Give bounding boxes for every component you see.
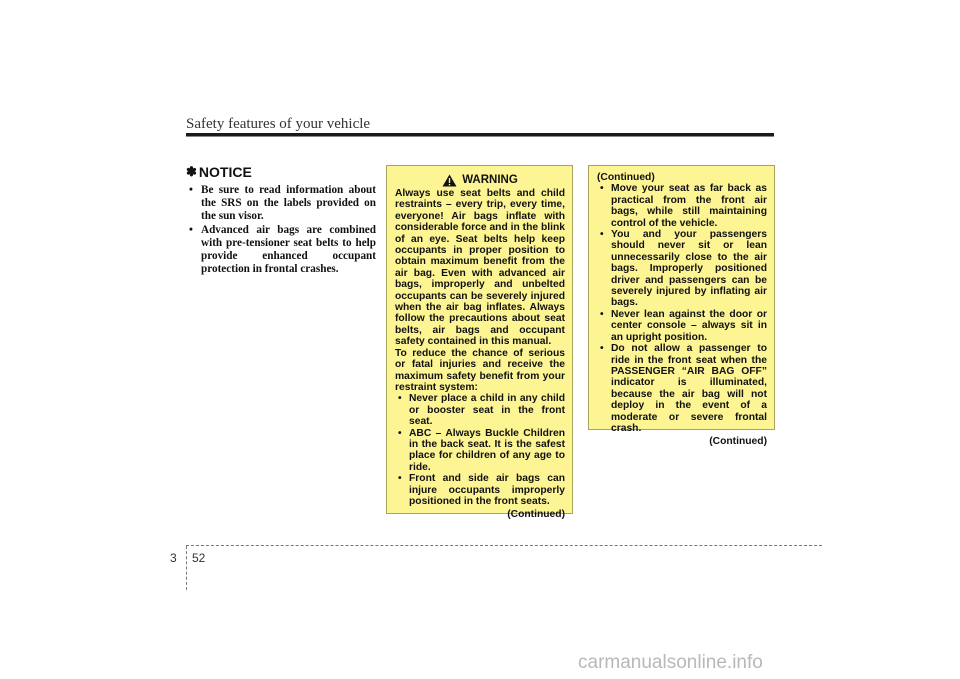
warning-paragraph-1: Always use seat belts and child restraints – every trip, every time, everyone! Air bags inflate with considerable force and in the blink of an eye. Seat belts help keep occupants in proper position to obtain maximum benefit from the air bag. Even with advanced air bags, improperly and unbelted occupants can be severely injured when the air bag inflates. Always follow the precautions about seat belts, air bags and occupant safety contained in this manual. (395, 188, 565, 348)
warning-item: • Front and side air bags can injure occupants improperly positioned in the front seats. (395, 473, 565, 507)
warning-heading (395, 174, 565, 187)
chapter-number: 3 (170, 551, 177, 565)
watermark: carmanualsonline.info (578, 652, 763, 673)
warning-box (386, 165, 573, 521)
continued-list (597, 183, 767, 434)
page-number: 52 (192, 551, 206, 565)
notice-section (186, 164, 376, 276)
notice-item: • Be sure to read information about the SRS on the labels provided on the sun visor. (186, 184, 376, 224)
star-icon: ✽ (186, 164, 197, 179)
warning-continued-label: (Continued) (507, 509, 565, 521)
page-header-title: Safety features of your vehicle (186, 116, 371, 132)
footer-rule (186, 545, 822, 546)
notice-heading (186, 164, 376, 180)
notice-item: • Advanced air bags are combined with pre-tensioner seat belts to help provide enhanced occupant protection in frontal crashes. (186, 224, 376, 277)
notice-title: NOTICE (198, 164, 252, 180)
warning-title: WARNING (462, 173, 518, 186)
warning-triangle-icon (442, 174, 457, 187)
continued-top-label: (Continued) (597, 172, 655, 183)
continued-item: • Move your seat as far back as practical from the front air bags, while still maintaining control of the vehicle. (597, 183, 767, 229)
continued-item: • Do not allow a passenger to ride in the front seat when the PASSENGER “AIR BAG OFF” indicator is illuminated, because the air bag will not deploy in the event of a moderate or severe frontal crash. (597, 343, 767, 434)
continued-item: • Never lean against the door or center console – always sit in an upright position. (597, 309, 767, 343)
notice-list (186, 184, 376, 276)
continued-box (588, 165, 775, 448)
warning-item: • Never place a child in any child or booster seat in the front seat. (395, 393, 565, 427)
warning-paragraph-2: To reduce the chance of serious or fatal injuries and receive the maximum safety benefit from your restraint system: (395, 347, 565, 393)
footer-vertical-rule (186, 546, 187, 590)
continued-bottom-label: (Continued) (709, 436, 767, 448)
warning-list (395, 393, 565, 507)
warning-item: • ABC – Always Buckle Children in the back seat. It is the safest place for children of any age to ride. (395, 428, 565, 474)
continued-item: • You and your passengers should never sit or lean unnecessarily close to the air bags. Improperly positioned driver and passengers can be severely injured by inflating air bags. (597, 229, 767, 309)
header-rule-light (186, 136, 774, 137)
